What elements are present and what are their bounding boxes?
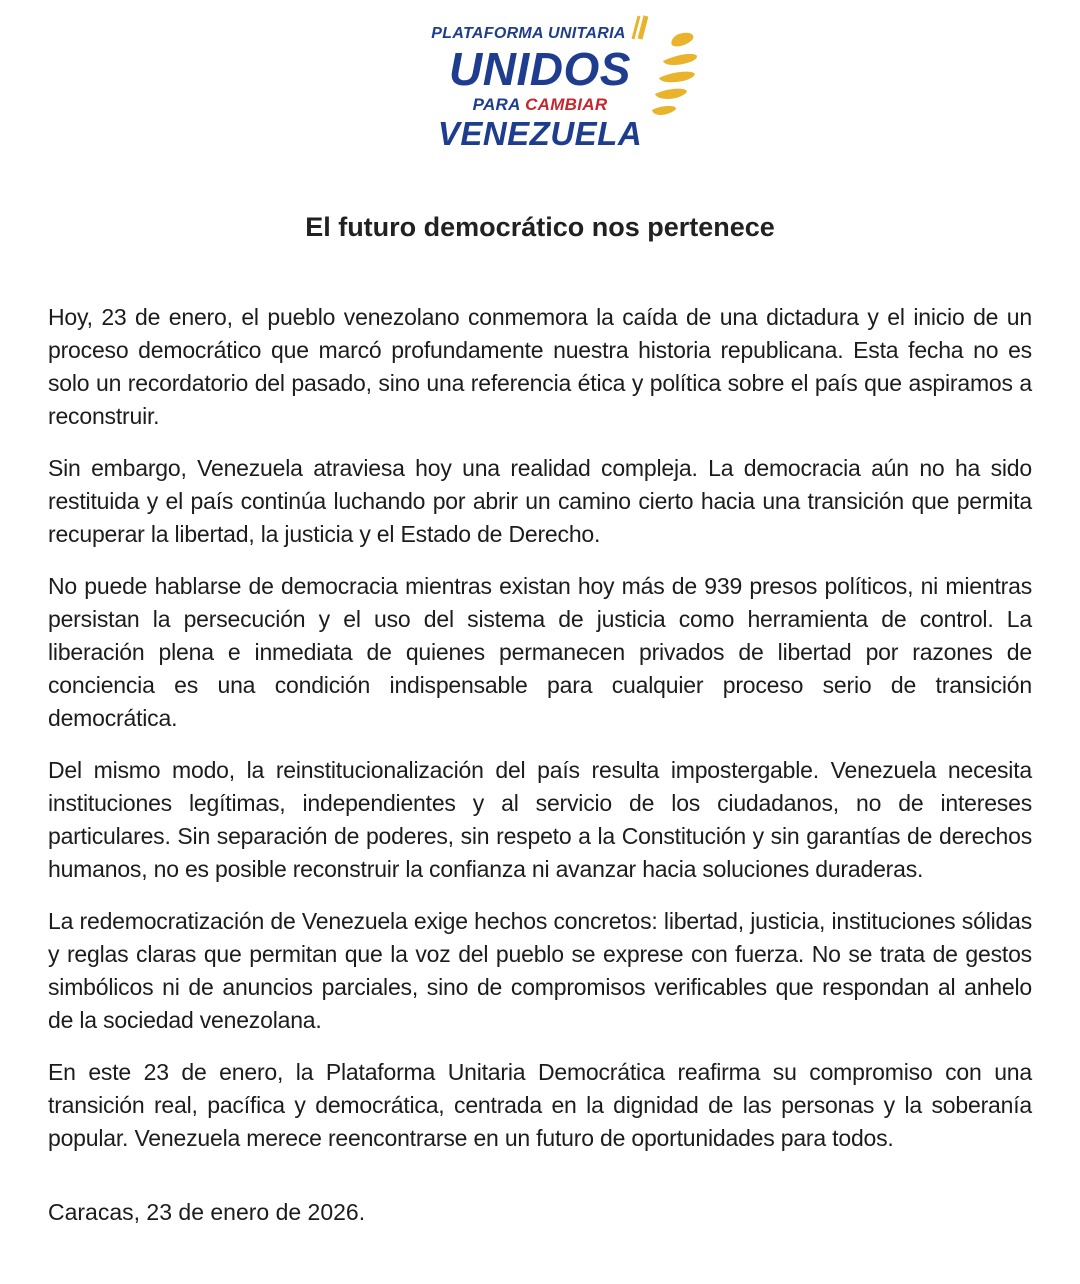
logo-para-cambiar-row	[435, 96, 645, 113]
party-logo	[431, 12, 645, 152]
logo-plataforma-unitaria-label: PLATAFORMA UNITARIA	[431, 25, 626, 42]
body-paragraph-4: Del mismo modo, la reinstitucionalización del país resulta impostergable. Venezuela necesita instituciones legítimas, independientes y al servicio de los ciudadanos, no de intereses particulares. Sin separación de poderes, sin respeto a la Constitución y sin garantías de derechos humanos, no es posible reconstruir la confianza ni avanzar hacia soluciones duraderas.	[48, 757, 1032, 882]
body-paragraph-1: Hoy, 23 de enero, el pueblo venezolano conmemora la caída de una dictadura y el inicio de un proceso democrático que marcó profundamente nuestra historia republicana. Esta fecha no es solo un recordatorio del pasado, sino una referencia ética y política sobre el país que aspiramos a reconstruir.	[48, 304, 1032, 429]
body-paragraph-5: La redemocratización de Venezuela exige hechos concretos: libertad, justicia, instituciones sólidas y reglas claras que permitan que la voz del pueblo se exprese con fuerza. No se trata de gestos simbólicos ni de anuncios parciales, sino de compromisos verificables que respondan al anhelo de la sociedad venezolana.	[48, 908, 1032, 1033]
body-paragraph-3: No puede hablarse de democracia mientras existan hoy más de 939 presos políticos, ni mientras persistan la persecución y el uso del sistema de justicia como herramienta de control. La liberación plena e inmediata de quienes permanecen privados de libertad por razones de conciencia es una condición indispensable para cualquier proceso serio de transición democrática.	[48, 573, 1032, 731]
logo-cambiar-label: CAMBIAR	[525, 95, 608, 114]
body-paragraph-2: Sin embargo, Venezuela atraviesa hoy una realidad compleja. La democracia aún no ha sido restituida y el país continúa luchando por abrir un camino cierto hacia una transición que permita recuperar la libertad, la justicia y el Estado de Derecho.	[48, 455, 1032, 547]
logo-top-row	[431, 12, 645, 42]
logo-unidos-label: UNIDOS	[449, 43, 631, 95]
dateline: Caracas, 23 de enero de 2026.	[48, 1199, 366, 1225]
logo-para-label: PARA	[472, 95, 526, 114]
body-paragraph-6: En este 23 de enero, la Plataforma Unitaria Democrática reafirma su compromiso con una transición real, pacífica y democrática, centrada en la dignidad de las personas y la soberanía popular. Venezuela merece reencontrarse en un futuro de oportunidades para todos.	[48, 1059, 1032, 1151]
logo-venezuela-label: VENEZUELA	[437, 115, 643, 152]
document-title: El futuro democrático nos pertenece	[305, 212, 775, 242]
hand-swoosh-icon	[645, 28, 701, 128]
document-body	[48, 301, 1032, 1155]
